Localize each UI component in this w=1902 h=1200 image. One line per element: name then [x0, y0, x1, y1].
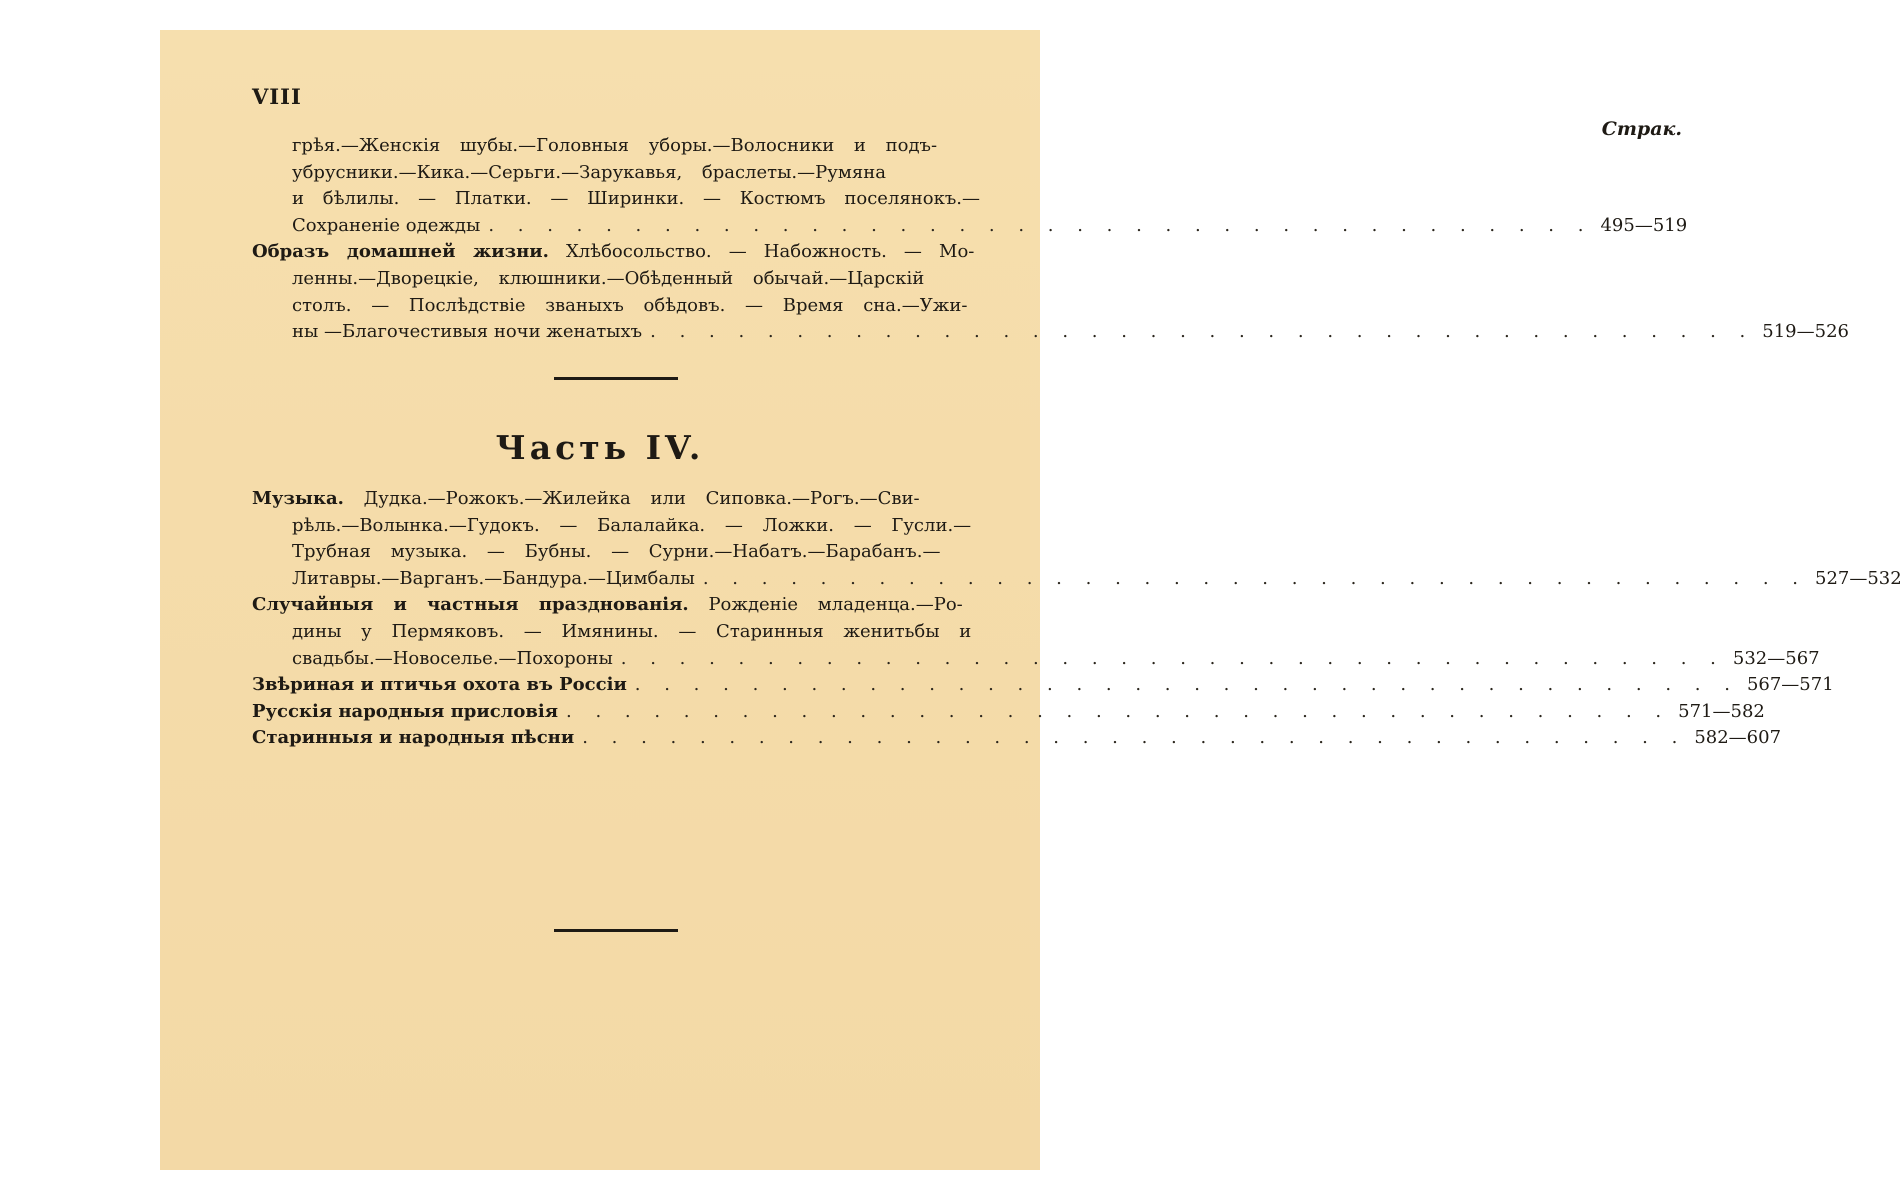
page-range: 519—526 [1762, 321, 1849, 343]
toc-entry-heading: Случайныя и частныя празднованія. Рожденіе младенца.—Ро- [252, 592, 980, 619]
toc-line: ленны.—Дворецкіе, клюшники.—Обѣденный обычай.—Царскій [292, 267, 925, 289]
closing-divider-rule [554, 929, 678, 932]
part-title: Часть IV. [495, 428, 705, 467]
toc-entry [252, 672, 1834, 699]
page-range: 582—607 [1694, 727, 1782, 749]
page-folio: VIII [252, 84, 302, 109]
toc-entry-heading: Музыка. Дудка.—Рожокъ.—Жилейка или Сиповка.—Рогъ.—Сви- [252, 486, 980, 513]
toc-entry [252, 725, 1782, 752]
entry-title: Образъ домашней жизни. [252, 241, 549, 263]
toc-entry-end-line: Сохраненіе одежды . . . . . . . . . . . . . . . . . . . . . . . . . . . . . . . . . . . . . . 495—519 [252, 213, 980, 240]
toc-entry-heading: Образъ домашней жизни. Хлѣбосольство. — Набожность. — Мо- [252, 239, 980, 266]
entry-title: Звѣриная и птичья охота въ Россіи [252, 674, 627, 696]
dot-leader: . . . . . . . . . . . . . . . . . . . . . . . . . . . . . . . . . . . . . . [488, 214, 1593, 236]
toc-entry-end-line: свадьбы.—Новоселье.—Похороны . . . . . . . . . . . . . . . . . . . . . . . . . . . . . . . . . . . . . . 532—567 [252, 646, 980, 673]
entry-title: Русскія народныя присловія [252, 700, 558, 722]
toc-entry-end-line: ны —Благочестивыя ночи женатыхъ . . . . . . . . . . . . . . . . . . . . . . . . . . . . . . . . . . . . . . 519—526 [252, 319, 980, 346]
dot-leader: . . . . . . . . . . . . . . . . . . . . . . . . . . . . . . . . . . . . . . [566, 700, 1671, 722]
toc-line: рѣль.—Волынка.—Гудокъ. — Балалайка. — Ложки. — Гусли.— [292, 514, 972, 536]
entry-title: Музыка. [252, 488, 344, 509]
dot-leader: . . . . . . . . . . . . . . . . . . . . . . . . . . . . . . . . . . . . . . [620, 647, 1725, 669]
toc-entry [252, 699, 1765, 726]
toc-line: Трубная музыка. — Бубны. — Сурни.—Набатъ.—Барабанъ.— [292, 541, 941, 563]
entry-title: Случайныя и частныя празднованія. [252, 594, 689, 616]
toc-entry-end-line: Литавры.—Варганъ.—Бандура.—Цимбалы . . . . . . . . . . . . . . . . . . . . . . . . . . . . . . . . . . . . . . 527—532 [252, 566, 980, 593]
page-range: 532—567 [1732, 647, 1820, 669]
page-range: 527—532 [1815, 567, 1902, 589]
dot-leader: . . . . . . . . . . . . . . . . . . . . . . . . . . . . . . . . . . . . . . [650, 321, 1755, 343]
toc-line: дины у Пермяковъ. — Имянины. — Старинныя женитьбы и [292, 620, 972, 642]
toc-section-part-iii-end [252, 133, 1849, 346]
page-range: 571—582 [1678, 700, 1765, 722]
dot-leader: . . . . . . . . . . . . . . . . . . . . . . . . . . . . . . . . . . . . . . [582, 727, 1687, 749]
entry-title: Старинныя и народныя пѣсни [252, 727, 575, 749]
toc-line: и бѣлилы. — Платки. — Ширинки. — Костюмъ поселянокъ.— [292, 188, 980, 210]
toc-section-part-iv [252, 486, 1902, 752]
page-range: 495—519 [1600, 214, 1688, 236]
page-range: 567—571 [1746, 674, 1834, 696]
dot-leader: . . . . . . . . . . . . . . . . . . . . . . . . . . . . . . . . . . . . . . [702, 567, 1807, 589]
toc-line: столъ. — Послѣдствіе званыхъ обѣдовъ. — Время сна.—Ужи- [292, 294, 968, 316]
dot-leader: . . . . . . . . . . . . . . . . . . . . . . . . . . . . . . . . . . . . . . [634, 674, 1739, 696]
section-divider-rule [554, 377, 678, 380]
toc-line: убрусники.—Кика.—Серьги.—Зарукавья, браслеты.—Румяна [292, 161, 886, 183]
toc-line: грѣя.—Женскія шубы.—Головныя уборы.—Волосники и подъ- [292, 135, 938, 156]
pages-column-label: Страк. [1601, 118, 1682, 140]
